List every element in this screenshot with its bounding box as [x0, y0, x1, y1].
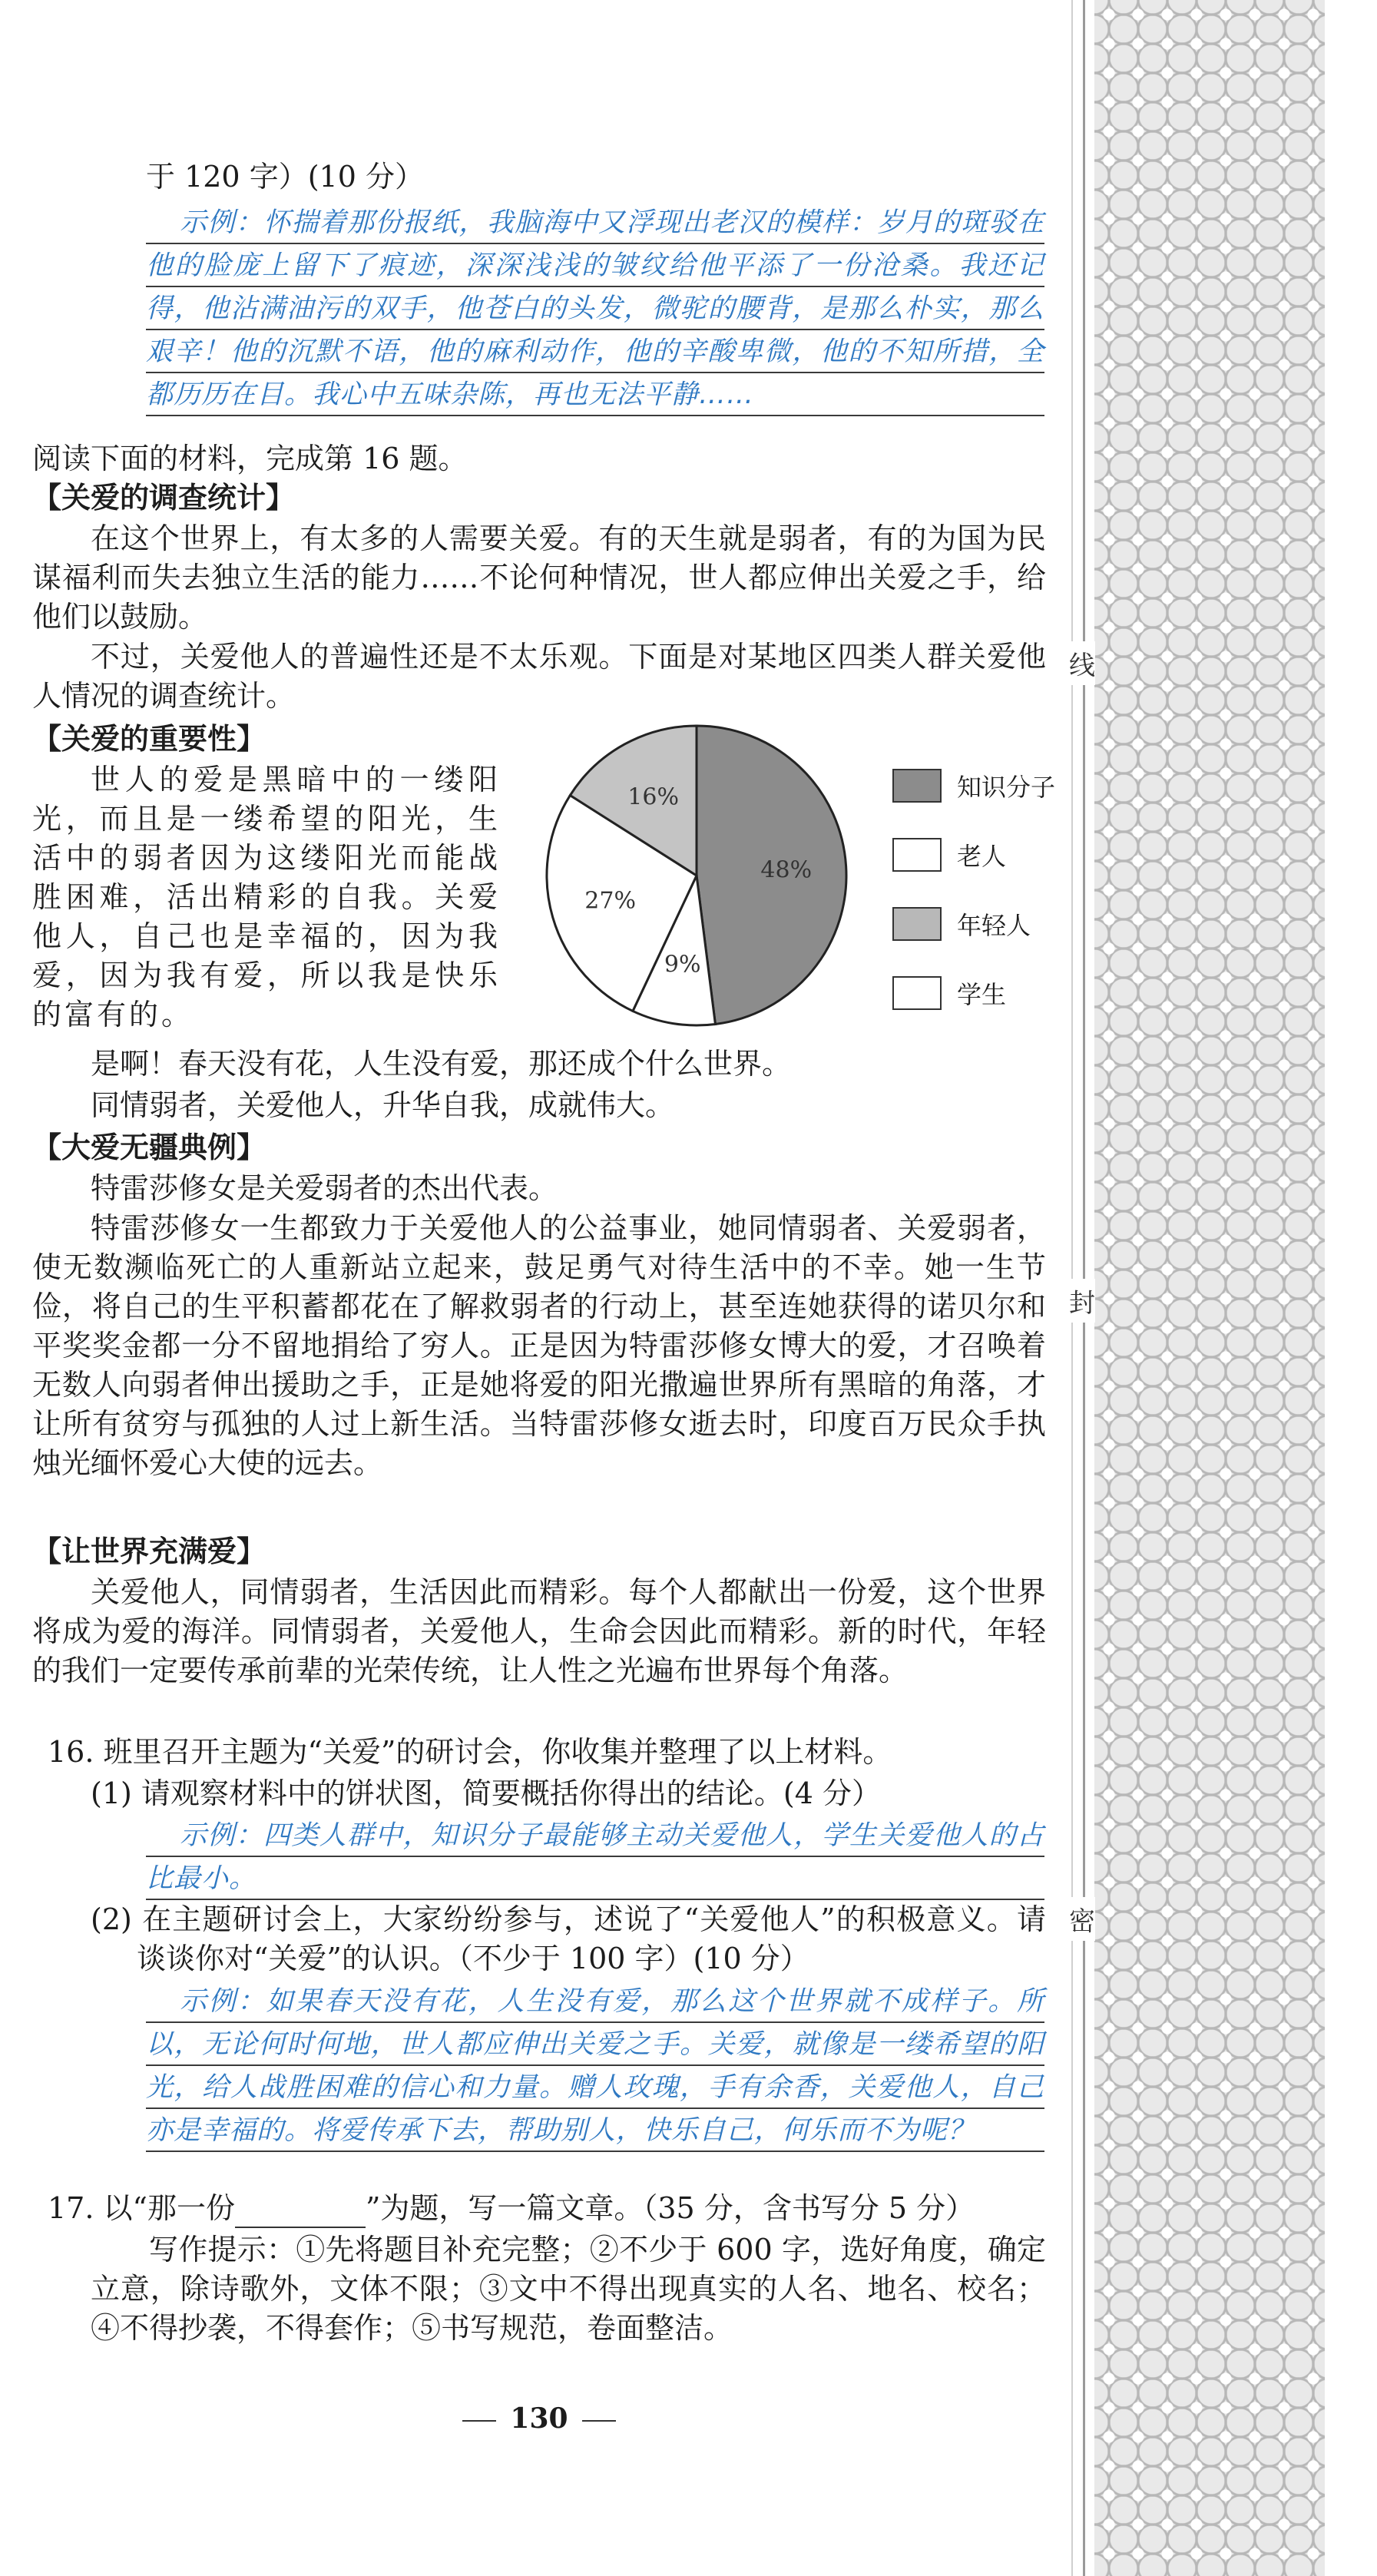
legend-item-3 — [892, 906, 1031, 942]
importance-paragraph-1: 世人的爱是黑暗中的一缕阳光，而且是一缕希望的阳光，生活中的弱者因为这缕阳光而能战胜困难，活出精彩的自我。关爱他人，自己也是幸福的，因为我爱，因为我有爱，所以我是快乐的富有的。 — [32, 763, 501, 1031]
seal-label-seal: 封 — [1069, 1279, 1095, 1323]
prev-answer: 示例：怀揣着那份报纸，我脑海中又浮现出老汉的模样：岁月的斑驳在他的脸庞上留下了痕迹，深深浅浅的皱纹给他平添了一份沧桑。我还记得，他沾满油污的双手，他苍白的头发，微驼的腰背，是那么朴实，那么艰辛！他的沉默不语，他的麻利动作，他的辛酸卑微，他的不知所措，全都历历在目。我心中五味杂陈，再也无法平静…… — [146, 201, 1044, 416]
prev-question-tail: 于 120 字）(10 分） — [146, 160, 424, 194]
survey-paragraph-2: 不过，关爱他人的普遍性还是不太乐观。下面是对某地区四类人群关爱他人情况的调查统计。 — [32, 640, 1046, 713]
legend-swatch-4 — [892, 976, 942, 1010]
seal-label-secret: 密 — [1069, 1897, 1095, 1941]
section-heading-survey: 【关爱的调查统计】 — [32, 480, 296, 515]
q16-answer-2: 示例：如果春天没有花，人生没有爱，那么这个世界就不成样子。所以，无论何时何地，世人都应伸出关爱之手。关爱，就像是一缕希望的阳光，给人战胜困难的信心和力量。赠人玫瑰，手有余香，关爱他人，自己亦是幸福的。将爱传承下去，帮助别人，快乐自己，何乐而不为呢？ — [146, 1980, 1044, 2152]
pie-label-2: 9% — [664, 951, 701, 978]
example-paragraph-1: 特雷莎修女是关爱弱者的杰出代表。 — [91, 1171, 558, 1205]
pie-label-1: 48% — [760, 856, 813, 884]
q16-sub1: (1) 请观察材料中的饼状图，简要概括你得出的结论。(4 分） — [91, 1776, 881, 1810]
pie-chart — [535, 714, 858, 1037]
q17-stem-post: ”为题，写一篇文章。（35 分，含书写分 5 分） — [365, 2191, 975, 2225]
legend-item-2 — [892, 837, 1006, 872]
legend-item-1 — [892, 768, 1055, 803]
pie-label-3: 27% — [584, 887, 636, 915]
legend-swatch-3 — [892, 907, 942, 941]
q17-title-blank[interactable] — [235, 2197, 366, 2228]
legend-label-3: 年轻人 — [957, 911, 1031, 940]
decorative-margin-pattern — [1094, 0, 1325, 2576]
legend-swatch-1 — [892, 769, 942, 803]
love-paragraph: 关爱他人，同情弱者，生活因此而精彩。每个人都献出一份爱，这个世界将成为爱的海洋。同情弱者，关爱他人，生命会因此而精彩。新的时代，年轻的我们一定要传承前辈的光荣传统，让人性之光遍布世界每个角落。 — [32, 1575, 1046, 1687]
seal-label-line: 线 — [1069, 641, 1095, 685]
page-number-text: 130 — [510, 2402, 568, 2435]
q17-stem — [48, 2189, 975, 2228]
q16-stem: 16. 班里召开主题为“关爱”的研讨会，你收集并整理了以上材料。 — [48, 1735, 892, 1769]
section-heading-love: 【让世界充满爱】 — [32, 1534, 266, 1568]
reading-intro: 阅读下面的材料，完成第 16 题。 — [32, 442, 468, 475]
legend-label-4: 学生 — [957, 980, 1007, 1009]
legend-swatch-2 — [892, 838, 942, 872]
example-paragraph-2: 特雷莎修女一生都致力于关爱他人的公益事业，她同情弱者、关爱弱者，使无数濒临死亡的人重新站立起来，鼓足勇气对待生活中的不幸。她一生节俭，将自己的生平积蓄都花在了解救弱者的行动上，甚至连她获得的诺贝尔和平奖奖金都一分不留地捐给了穷人。正是因为特雷莎修女博大的爱，才召唤着无数人向弱者伸出援助之手，正是她将爱的阳光撒遍世界所有黑暗的角落，才让所有贫穷与孤独的人过上新生活。当特雷莎修女逝去时，印度百万民众手执烛光缅怀爱心大使的远去。 — [32, 1211, 1046, 1480]
pie-label-4: 16% — [627, 783, 679, 811]
q17-stem-pre: 17. 以“那一份 — [48, 2191, 235, 2225]
q17-writing-tips: 写作提示：①先将题目补充完整；②不少于 600 字，选好角度，确定立意，除诗歌外，文体不限；③文中不得出现真实的人名、地名、校名；④不得抄袭，不得套作；⑤书写规范，卷面整洁。 — [91, 2233, 1046, 2345]
survey-paragraph-1: 在这个世界上，有太多的人需要关爱。有的天生就是弱者，有的为国为民谋福利而失去独立生活的能力……不论何种情况，世人都应伸出关爱之手，给他们以鼓励。 — [32, 521, 1046, 634]
importance-paragraph-2: 是啊！春天没有花，人生没有爱，那还成个什么世界。 — [91, 1047, 792, 1081]
importance-paragraph-3: 同情弱者，关爱他人，升华自我，成就伟大。 — [91, 1088, 675, 1122]
q16-sub2: (2) 在主题研讨会上，大家纷纷参与，述说了“关爱他人”的积极意义。请谈谈你对“关爱”的认识。（不少于 100 字）(10 分） — [91, 1902, 1046, 1975]
q16-answer-1: 示例：四类人群中，知识分子最能够主动关爱他人，学生关爱他人的占比最小。 — [146, 1814, 1044, 1900]
legend-label-2: 老人 — [957, 842, 1007, 871]
page-number — [32, 2402, 1046, 2435]
section-heading-example: 【大爱无疆典例】 — [32, 1130, 266, 1164]
legend-item-4 — [892, 975, 1006, 1011]
legend-label-1: 知识分子 — [957, 773, 1056, 802]
section-heading-importance: 【关爱的重要性】 — [32, 721, 266, 756]
